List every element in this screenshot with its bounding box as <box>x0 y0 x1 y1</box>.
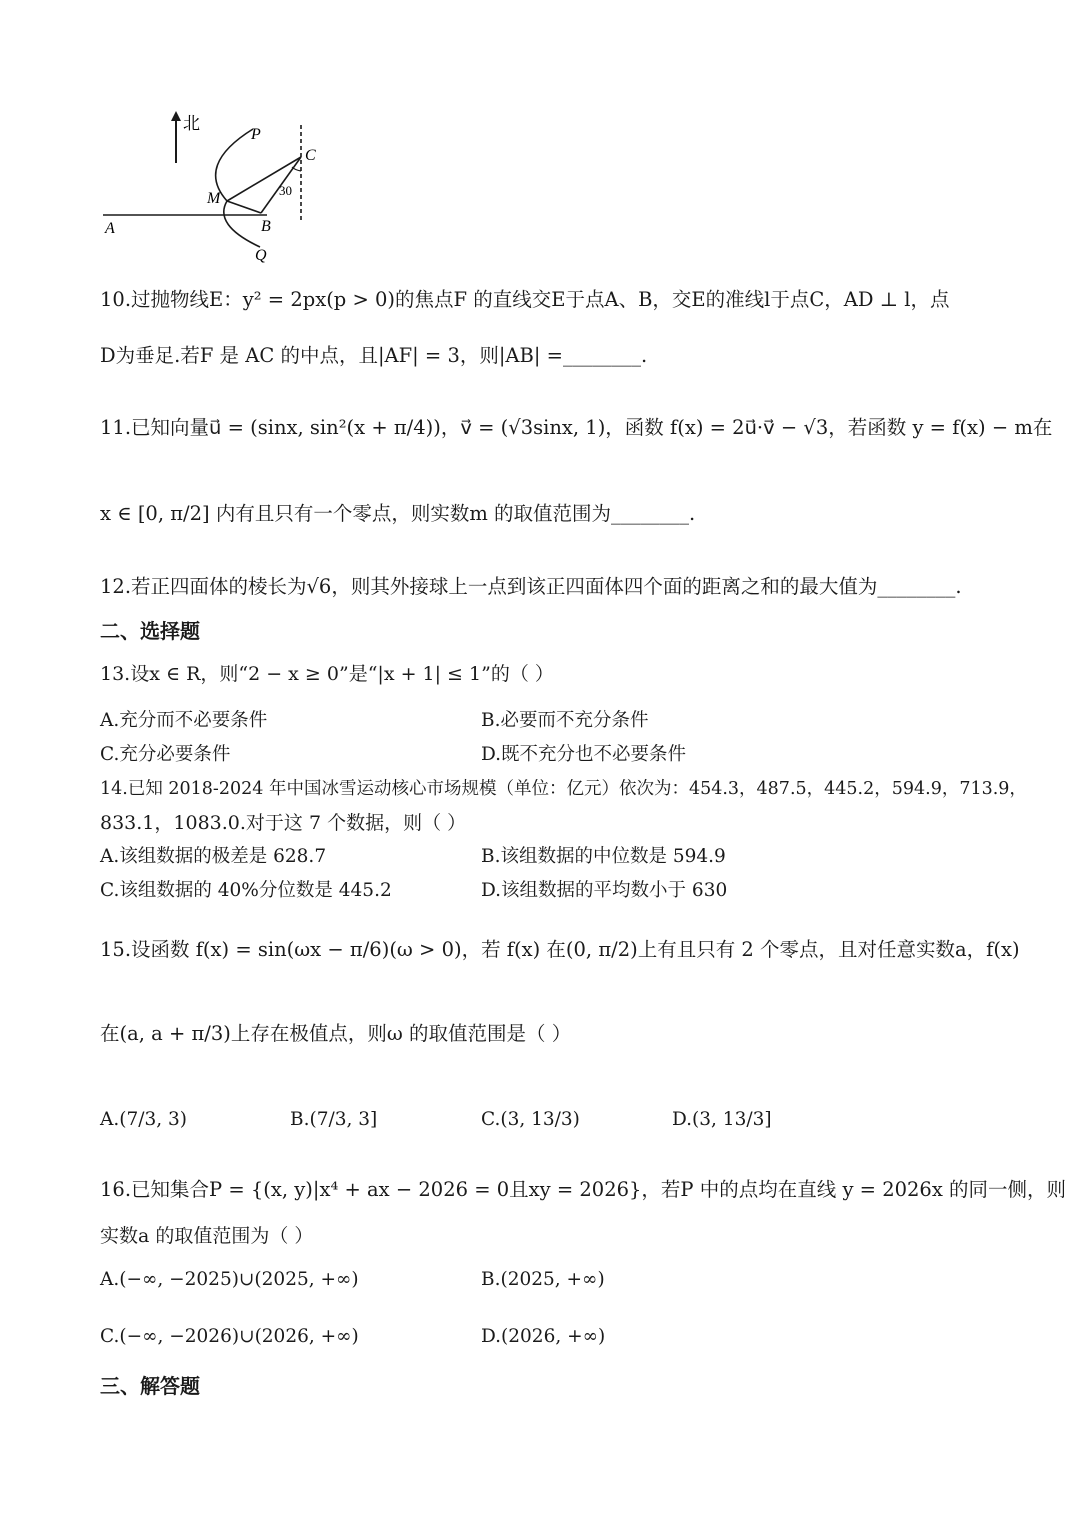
q14-option-A: A.该组数据的极差是 628.7 <box>100 846 327 867</box>
label-P: P <box>251 126 261 143</box>
q11-line1: 11.已知向量u⃗ = (sinx, sin²(x + π/4))，v⃗ = (√3sinx, 1)，函数 f(x) = 2u⃗·v⃗ − √3，若函数 y = f(x) − m在 <box>100 416 1053 439</box>
segment-MB <box>227 201 261 213</box>
arc-PMQ <box>216 129 260 247</box>
q13-option-B: B.必要而不充分条件 <box>481 710 649 731</box>
q12-line1: 12.若正四面体的棱长为√6，则其外接球上一点到该正四面体四个面的距离之和的最大值为________. <box>100 575 962 598</box>
section-choice-heading: 二、选择题 <box>100 619 200 643</box>
label-B: B <box>261 218 271 235</box>
q16-option-A: A.(−∞, −2025)∪(2025, +∞) <box>100 1269 359 1290</box>
q11-line2: x ∈ [0, π/2] 内有且只有一个零点，则实数m 的取值范围为________. <box>100 502 696 525</box>
section-answer-heading: 三、解答题 <box>100 1374 200 1398</box>
north-label: 北 <box>183 114 200 133</box>
q15-option-C: C.(3, 13/3) <box>481 1109 580 1130</box>
geometry-diagram <box>95 105 335 275</box>
q13-option-D: D.既不充分也不必要条件 <box>481 744 687 765</box>
q10-line2: D为垂足.若F 是 AC 的中点，且|AF| = 3，则|AB| =________. <box>100 344 648 367</box>
q13-option-A: A.充分而不必要条件 <box>100 710 268 731</box>
label-A: A <box>105 220 115 237</box>
q14-line2: 833.1，1083.0.对于这 7 个数据，则（ ） <box>100 812 467 834</box>
q15-line1: 15.设函数 f(x) = sin(ωx − π/6)(ω > 0)，若 f(x) 在(0, π/2)上有且只有 2 个零点，且对任意实数a，f(x) <box>100 938 1020 961</box>
q16-line2: 实数a 的取值范围为（ ） <box>100 1225 314 1247</box>
q15-option-B: B.(7/3, 3] <box>290 1109 378 1130</box>
q13-stem: 13.设x ∈ R，则“2 − x ≥ 0”是“|x + 1| ≤ 1”的（ ） <box>100 663 554 685</box>
label-C: C <box>305 147 316 164</box>
q16-line1: 16.已知集合P = {(x, y)|x⁴ + ax − 2026 = 0且xy = 2026}，若P 中的点均在直线 y = 2026x 的同一侧，则 <box>100 1178 1067 1201</box>
label-Q: Q <box>255 247 267 264</box>
q10-line1: 10.过抛物线E：y² = 2px(p > 0)的焦点F 的直线交E于点A、B，交E的准线l于点C，AD ⊥ l，点 <box>100 288 950 311</box>
q16-option-C: C.(−∞, −2026)∪(2026, +∞) <box>100 1326 359 1347</box>
north-arrow-icon <box>171 111 181 163</box>
q14-line1: 14.已知 2018-2024 年中国冰雪运动核心市场规模（单位：亿元）依次为：454.3，487.5，445.2，594.9，713.9， <box>100 779 1027 799</box>
q16-option-B: B.(2025, +∞) <box>481 1269 605 1290</box>
q15-option-A: A.(7/3, 3) <box>100 1109 187 1130</box>
q15-option-D: D.(3, 13/3] <box>672 1109 772 1130</box>
label-M: M <box>207 190 221 207</box>
q14-option-D: D.该组数据的平均数小于 630 <box>481 880 728 901</box>
label-angle-30: 30 <box>279 183 292 198</box>
q14-option-C: C.该组数据的 40%分位数是 445.2 <box>100 880 392 901</box>
q14-option-B: B.该组数据的中位数是 594.9 <box>481 846 726 867</box>
q16-option-D: D.(2026, +∞) <box>481 1326 606 1347</box>
q13-option-C: C.充分必要条件 <box>100 744 231 765</box>
q15-line2: 在(a, a + π/3)上存在极值点，则ω 的取值范围是（ ） <box>100 1022 572 1045</box>
